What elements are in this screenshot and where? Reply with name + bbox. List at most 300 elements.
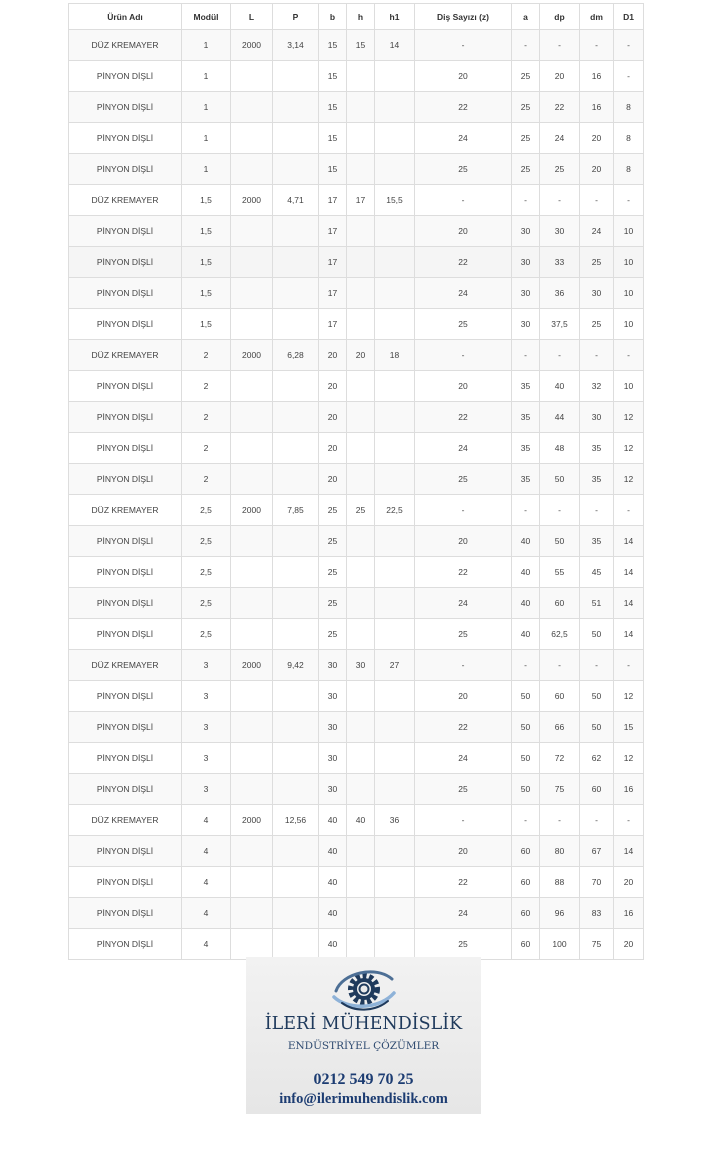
cell-product-name: PİNYON DİŞLİ [69,464,182,495]
cell-tooth-count: 20 [415,61,512,92]
cell-module: 3 [182,743,231,774]
cell-h: 15 [347,30,375,61]
header-p: P [273,4,319,30]
cell-b: 17 [319,185,347,216]
cell-b: 25 [319,495,347,526]
cell-dm: 67 [580,836,614,867]
cell-dp: 50 [540,464,580,495]
contact-email: info@ilerimuhendislik.com [279,1091,448,1107]
table-row [69,154,644,185]
cell-h [347,92,375,123]
cell-l [231,526,273,557]
cell-h1 [375,247,415,278]
cell-module: 4 [182,929,231,960]
cell-l [231,371,273,402]
cell-h [347,526,375,557]
cell-p [273,619,319,650]
cell-h [347,371,375,402]
cell-h: 20 [347,340,375,371]
cell-tooth-count: - [415,185,512,216]
cell-h [347,309,375,340]
cell-h1: 18 [375,340,415,371]
cell-d1: - [614,30,644,61]
header-h: h [347,4,375,30]
table-row [69,774,644,805]
cell-a: - [512,30,540,61]
table-row [69,743,644,774]
cell-dm: 70 [580,867,614,898]
cell-p: 3,14 [273,30,319,61]
table-row [69,836,644,867]
cell-p [273,929,319,960]
table-row [69,340,644,371]
cell-a: 30 [512,278,540,309]
table-row [69,929,644,960]
cell-dm: 16 [580,92,614,123]
cell-dp: 96 [540,898,580,929]
cell-b: 30 [319,743,347,774]
cell-a: 35 [512,464,540,495]
cell-h1: 15,5 [375,185,415,216]
cell-product-name: DÜZ KREMAYER [69,185,182,216]
cell-h1 [375,123,415,154]
cell-module: 4 [182,867,231,898]
cell-d1: - [614,340,644,371]
cell-h1 [375,464,415,495]
cell-h: 40 [347,805,375,836]
cell-module: 1 [182,92,231,123]
cell-module: 4 [182,836,231,867]
cell-dp: 60 [540,681,580,712]
cell-tooth-count: 20 [415,681,512,712]
cell-h1 [375,216,415,247]
cell-h1: 27 [375,650,415,681]
cell-h [347,247,375,278]
table-row [69,805,644,836]
cell-product-name: DÜZ KREMAYER [69,650,182,681]
cell-module: 1,5 [182,247,231,278]
table-row [69,402,644,433]
cell-b: 17 [319,247,347,278]
cell-p: 4,71 [273,185,319,216]
table-row [69,526,644,557]
cell-d1: 8 [614,123,644,154]
cell-module: 2,5 [182,619,231,650]
cell-p [273,61,319,92]
cell-module: 2 [182,371,231,402]
cell-p [273,123,319,154]
cell-module: 4 [182,805,231,836]
cell-product-name: PİNYON DİŞLİ [69,154,182,185]
cell-dp: 20 [540,61,580,92]
cell-h1 [375,402,415,433]
cell-dm: - [580,495,614,526]
cell-h [347,774,375,805]
cell-l [231,743,273,774]
cell-tooth-count: - [415,340,512,371]
cell-module: 2,5 [182,588,231,619]
cell-l [231,402,273,433]
cell-module: 1 [182,30,231,61]
table-row [69,309,644,340]
cell-dp: 80 [540,836,580,867]
cell-p: 12,56 [273,805,319,836]
cell-h1 [375,774,415,805]
cell-d1: 12 [614,681,644,712]
cell-tooth-count: 24 [415,743,512,774]
cell-a: 50 [512,712,540,743]
cell-product-name: PİNYON DİŞLİ [69,867,182,898]
cell-h [347,743,375,774]
cell-tooth-count: 24 [415,588,512,619]
cell-p: 6,28 [273,340,319,371]
cell-b: 15 [319,123,347,154]
cell-dp: 55 [540,557,580,588]
cell-module: 2 [182,464,231,495]
cell-h1 [375,743,415,774]
cell-dp: 62,5 [540,619,580,650]
spec-table [68,3,644,960]
cell-b: 40 [319,929,347,960]
cell-p [273,557,319,588]
cell-product-name: PİNYON DİŞLİ [69,402,182,433]
cell-module: 2,5 [182,557,231,588]
cell-dm: - [580,805,614,836]
cell-a: 30 [512,247,540,278]
cell-dp: 75 [540,774,580,805]
cell-h [347,61,375,92]
cell-dm: - [580,650,614,681]
cell-l [231,619,273,650]
cell-dp: 48 [540,433,580,464]
cell-h1 [375,588,415,619]
cell-dp: 100 [540,929,580,960]
cell-d1: 12 [614,743,644,774]
cell-d1: 10 [614,216,644,247]
header-dp: dp [540,4,580,30]
cell-d1: 8 [614,92,644,123]
cell-b: 40 [319,805,347,836]
cell-a: 30 [512,309,540,340]
cell-dp: - [540,805,580,836]
cell-p [273,216,319,247]
cell-d1: - [614,61,644,92]
cell-h1 [375,526,415,557]
cell-dm: 75 [580,929,614,960]
cell-a: 35 [512,402,540,433]
cell-a: 25 [512,154,540,185]
cell-dm: 20 [580,123,614,154]
cell-product-name: PİNYON DİŞLİ [69,92,182,123]
cell-a: 50 [512,774,540,805]
cell-tooth-count: 25 [415,154,512,185]
cell-tooth-count: 22 [415,402,512,433]
cell-dm: - [580,185,614,216]
cell-h1: 22,5 [375,495,415,526]
cell-p: 9,42 [273,650,319,681]
cell-b: 15 [319,92,347,123]
cell-product-name: PİNYON DİŞLİ [69,61,182,92]
cell-d1: 8 [614,154,644,185]
cell-d1: 12 [614,433,644,464]
cell-l [231,712,273,743]
cell-b: 20 [319,402,347,433]
cell-b: 30 [319,712,347,743]
cell-module: 2 [182,402,231,433]
cell-h [347,154,375,185]
cell-b: 17 [319,309,347,340]
cell-tooth-count: - [415,30,512,61]
cell-b: 17 [319,278,347,309]
cell-product-name: PİNYON DİŞLİ [69,123,182,154]
brand-tagline: ENDÜSTRİYEL ÇÖZÜMLER [287,1040,440,1052]
cell-d1: - [614,805,644,836]
cell-a: 30 [512,216,540,247]
cell-dp: - [540,650,580,681]
cell-product-name: PİNYON DİŞLİ [69,526,182,557]
cell-h [347,619,375,650]
cell-tooth-count: 24 [415,123,512,154]
cell-p [273,247,319,278]
cell-d1: 14 [614,588,644,619]
cell-h1 [375,898,415,929]
cell-l [231,123,273,154]
cell-dm: - [580,30,614,61]
cell-module: 3 [182,774,231,805]
cell-dm: 50 [580,712,614,743]
cell-dm: 35 [580,433,614,464]
cell-h1 [375,92,415,123]
cell-l: 2000 [231,340,273,371]
cell-p [273,867,319,898]
cell-h [347,464,375,495]
cell-product-name: PİNYON DİŞLİ [69,371,182,402]
cell-dp: 50 [540,526,580,557]
cell-h [347,929,375,960]
cell-a: 40 [512,557,540,588]
cell-l [231,154,273,185]
gear-logo-icon [332,967,396,1011]
cell-l [231,588,273,619]
table-row [69,557,644,588]
cell-a: 60 [512,867,540,898]
cell-dp: 30 [540,216,580,247]
cell-p [273,309,319,340]
cell-l [231,774,273,805]
table-row [69,650,644,681]
cell-h: 17 [347,185,375,216]
cell-tooth-count: 22 [415,712,512,743]
cell-product-name: PİNYON DİŞLİ [69,619,182,650]
cell-tooth-count: 25 [415,619,512,650]
cell-b: 20 [319,371,347,402]
cell-d1: 14 [614,557,644,588]
cell-product-name: DÜZ KREMAYER [69,340,182,371]
cell-h1 [375,867,415,898]
cell-l [231,867,273,898]
cell-h1 [375,61,415,92]
cell-p [273,402,319,433]
cell-b: 20 [319,340,347,371]
cell-l [231,681,273,712]
cell-product-name: PİNYON DİŞLİ [69,743,182,774]
cell-a: - [512,340,540,371]
cell-l: 2000 [231,805,273,836]
cell-dm: 32 [580,371,614,402]
table-row [69,247,644,278]
cell-b: 30 [319,774,347,805]
cell-dm: 62 [580,743,614,774]
cell-l: 2000 [231,495,273,526]
cell-a: 35 [512,433,540,464]
cell-a: 60 [512,898,540,929]
cell-module: 2 [182,340,231,371]
cell-l: 2000 [231,650,273,681]
cell-h [347,557,375,588]
cell-p [273,154,319,185]
cell-dp: 33 [540,247,580,278]
cell-p [273,464,319,495]
cell-module: 1 [182,154,231,185]
table-row [69,278,644,309]
header-row [69,4,644,30]
cell-h1: 14 [375,30,415,61]
table-row [69,619,644,650]
cell-module: 4 [182,898,231,929]
cell-d1: 10 [614,247,644,278]
cell-tooth-count: 24 [415,278,512,309]
table-row [69,681,644,712]
cell-a: 40 [512,619,540,650]
table-row [69,30,644,61]
cell-p [273,836,319,867]
header-d1: D1 [614,4,644,30]
cell-p [273,898,319,929]
header-b: b [319,4,347,30]
cell-module: 1 [182,123,231,154]
cell-h1 [375,557,415,588]
cell-dm: 83 [580,898,614,929]
table-row [69,123,644,154]
cell-a: 40 [512,588,540,619]
cell-product-name: PİNYON DİŞLİ [69,712,182,743]
cell-a: 50 [512,681,540,712]
cell-product-name: PİNYON DİŞLİ [69,557,182,588]
cell-h1 [375,681,415,712]
cell-b: 20 [319,433,347,464]
table-row [69,61,644,92]
cell-module: 1,5 [182,309,231,340]
cell-h1 [375,371,415,402]
cell-module: 3 [182,712,231,743]
table-header [69,4,644,30]
cell-b: 40 [319,898,347,929]
cell-b: 15 [319,61,347,92]
cell-product-name: PİNYON DİŞLİ [69,216,182,247]
cell-tooth-count: 25 [415,309,512,340]
cell-module: 3 [182,650,231,681]
cell-h: 30 [347,650,375,681]
cell-tooth-count: 24 [415,898,512,929]
cell-l [231,464,273,495]
cell-tooth-count: 25 [415,929,512,960]
cell-l [231,309,273,340]
cell-dp: 60 [540,588,580,619]
cell-b: 17 [319,216,347,247]
cell-p [273,712,319,743]
cell-dm: 30 [580,278,614,309]
cell-a: 35 [512,371,540,402]
cell-dp: - [540,340,580,371]
cell-d1: 14 [614,526,644,557]
header-module: Modül [182,4,231,30]
cell-h1 [375,619,415,650]
cell-dm: 35 [580,526,614,557]
cell-l [231,247,273,278]
header-l: L [231,4,273,30]
cell-b: 20 [319,464,347,495]
cell-dm: 25 [580,309,614,340]
cell-product-name: PİNYON DİŞLİ [69,309,182,340]
cell-b: 25 [319,557,347,588]
cell-d1: - [614,650,644,681]
cell-dp: - [540,185,580,216]
cell-dp: 72 [540,743,580,774]
cell-a: 60 [512,836,540,867]
cell-h [347,712,375,743]
cell-dm: 30 [580,402,614,433]
cell-l [231,929,273,960]
cell-h [347,867,375,898]
cell-d1: - [614,495,644,526]
cell-b: 40 [319,836,347,867]
table-row [69,867,644,898]
cell-h1 [375,309,415,340]
table-row [69,185,644,216]
cell-h1 [375,929,415,960]
cell-dp: 88 [540,867,580,898]
company-logo-card [246,957,481,1114]
cell-p: 7,85 [273,495,319,526]
cell-h [347,836,375,867]
cell-d1: 14 [614,619,644,650]
cell-h [347,898,375,929]
cell-module: 1,5 [182,216,231,247]
cell-l [231,557,273,588]
cell-d1: 20 [614,929,644,960]
cell-tooth-count: 24 [415,433,512,464]
cell-d1: 10 [614,278,644,309]
brand-name: İLERİ MÜHENDİSLİK [264,1014,463,1034]
cell-dm: 51 [580,588,614,619]
cell-h1 [375,433,415,464]
table-row [69,495,644,526]
cell-dm: 50 [580,619,614,650]
cell-b: 25 [319,526,347,557]
cell-tooth-count: 25 [415,464,512,495]
table-row [69,92,644,123]
table-row [69,433,644,464]
cell-product-name: DÜZ KREMAYER [69,805,182,836]
cell-module: 1,5 [182,185,231,216]
cell-h1 [375,154,415,185]
table-row [69,712,644,743]
cell-dm: 20 [580,154,614,185]
cell-p [273,588,319,619]
cell-tooth-count: 20 [415,216,512,247]
cell-product-name: PİNYON DİŞLİ [69,929,182,960]
cell-product-name: PİNYON DİŞLİ [69,433,182,464]
